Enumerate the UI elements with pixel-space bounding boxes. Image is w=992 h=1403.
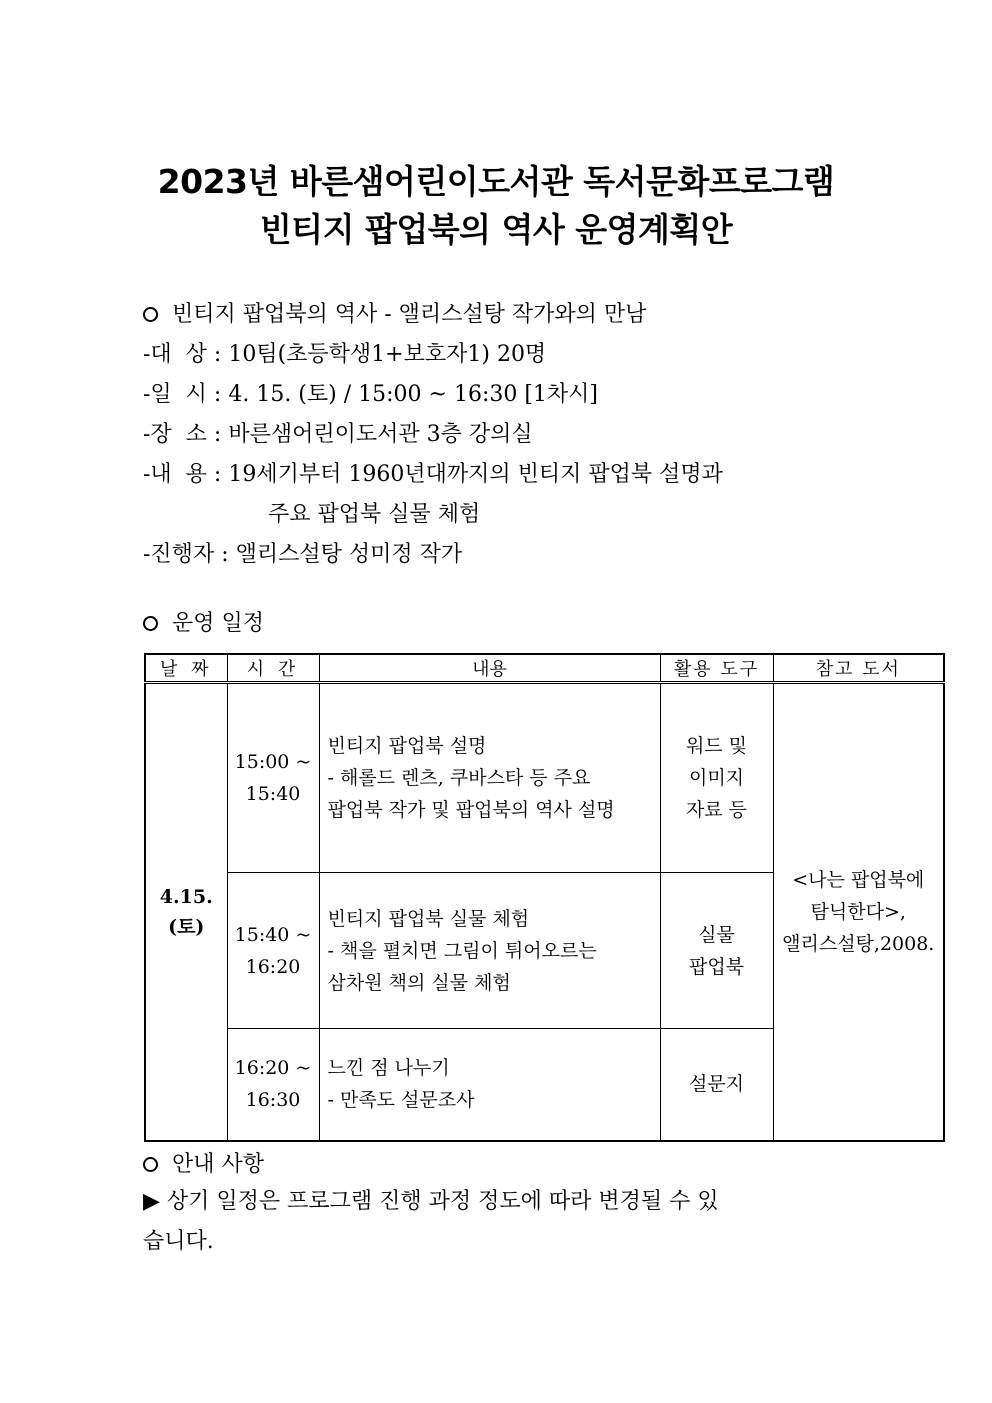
tool-line: 워드 및 [685, 735, 748, 757]
overview-item-value: 19세기부터 1960년대까지의 빈티지 팝업북 설명과 [228, 462, 723, 487]
content-line: - 만족도 설문조사 [327, 1089, 475, 1112]
content-cell [319, 1029, 660, 1141]
overview-item-label: -대 상 [143, 342, 207, 367]
overview-item-datetime: -일 시 : 4. 15. (토) / 15:00 ~ 16:30 [1차시] [143, 380, 598, 410]
tool-line: 실물 [698, 923, 735, 946]
time-start: 15:40 ~ [234, 923, 312, 946]
document-title-line2: 빈티지 팝업북의 역사 운영계획안 [259, 210, 733, 249]
overview-item-value: 주요 팝업북 실물 체험 [268, 502, 481, 527]
content-line: 느낀 점 나누기 [327, 1057, 450, 1080]
notice-body [143, 1182, 719, 1262]
date-line: 4.15. [159, 885, 213, 908]
tool-line: 이미지 [688, 767, 745, 789]
content-cell [319, 873, 660, 1029]
overview-item-content-continued [268, 500, 480, 530]
time-cell [227, 1029, 319, 1141]
header-tools: 활용 도구 [660, 654, 773, 683]
overview-item-value: 10팀(초등학생1+보호자1) 20명 [228, 342, 547, 367]
circle-bullet-icon [143, 1157, 158, 1172]
time-cell [227, 873, 319, 1029]
table-row [145, 683, 944, 873]
schedule-heading-row [143, 609, 264, 639]
circle-bullet-icon [143, 307, 158, 322]
overview-item-label: -진행자 [143, 542, 215, 567]
time-end: 16:20 [245, 955, 301, 978]
overview-item-label: -장 소 [143, 422, 207, 447]
tool-cell [660, 873, 773, 1029]
overview-item-target: -대 상 : 10팀(초등학생1+보호자1) 20명 [143, 340, 546, 370]
notice-heading: 안내 사항 [172, 1152, 265, 1177]
notice-text: 상기 일정은 프로그램 진행 과정 정도에 따라 변경될 수 있 [166, 1189, 719, 1214]
schedule-table [144, 653, 945, 1142]
content-line: 빈티지 팝업북 실물 체험 [327, 907, 530, 930]
time-end: 15:40 [245, 783, 301, 805]
schedule-heading: 운영 일정 [172, 611, 265, 636]
time-end: 16:30 [245, 1089, 301, 1112]
time-start: 15:00 ~ [234, 751, 312, 773]
content-line: - 책을 펼치면 그림이 튀어오르는 [327, 939, 597, 962]
time-start: 16:20 ~ [234, 1057, 312, 1080]
date-weekday: (토) [168, 915, 205, 938]
circle-bullet-icon [143, 616, 158, 631]
tool-line: 설문지 [688, 1073, 745, 1096]
tool-line: 팝업북 [688, 955, 745, 978]
content-line: 팝업북 작가 및 팝업북의 역사 설명 [327, 799, 615, 821]
overview-item-host: -진행자 : 앨리스설탕 성미정 작가 [143, 540, 462, 570]
content-cell [319, 683, 660, 873]
header-time: 시 간 [227, 654, 319, 683]
overview-item-place: -장 소 : 바른샘어린이도서관 3층 강의실 [143, 420, 533, 450]
overview-heading-row [143, 300, 646, 330]
header-content: 내용 [319, 654, 660, 683]
tool-cell [660, 1029, 773, 1141]
reference-line: 앨리스설탕,2008. [782, 932, 935, 955]
reference-line: <나는 팝업북에 [792, 868, 925, 891]
tool-line: 자료 등 [685, 799, 748, 821]
overview-heading: 빈티지 팝업북의 역사 - 앨리스설탕 작가와의 만남 [172, 302, 647, 327]
date-cell [145, 683, 227, 1141]
content-line: 삼차원 책의 실물 체험 [327, 971, 511, 994]
overview-item-label: -내 용 [143, 462, 207, 487]
time-cell [227, 683, 319, 873]
reference-cell [773, 683, 944, 1141]
overview-item-label: -일 시 [143, 382, 207, 407]
notice-line [143, 1182, 719, 1222]
overview-item-value: 4. 15. (토) / 15:00 ~ 16:30 [1차시] [228, 382, 599, 407]
content-line: 빈티지 팝업북 설명 [327, 735, 487, 757]
content-line: - 해롤드 렌츠, 쿠바스타 등 주요 [327, 767, 591, 789]
document-title-line1: 2023년 바른샘어린이도서관 독서문화프로그램 [157, 162, 835, 201]
table-header-row [145, 654, 944, 683]
tool-cell [660, 683, 773, 873]
reference-line: 탐닉한다>, [810, 900, 906, 923]
header-date: 날 짜 [145, 654, 227, 683]
header-reference: 참고 도서 [773, 654, 944, 683]
triangle-marker-icon: ▶ [143, 1189, 160, 1214]
overview-item-value: 바른샘어린이도서관 3층 강의실 [228, 422, 533, 447]
overview-item-content: -내 용 : 19세기부터 1960년대까지의 빈티지 팝업북 설명과 [143, 460, 723, 490]
overview-item-value: 앨리스설탕 성미정 작가 [235, 542, 463, 567]
notice-heading-row [143, 1150, 264, 1180]
notice-line: 습니다. [143, 1229, 214, 1254]
